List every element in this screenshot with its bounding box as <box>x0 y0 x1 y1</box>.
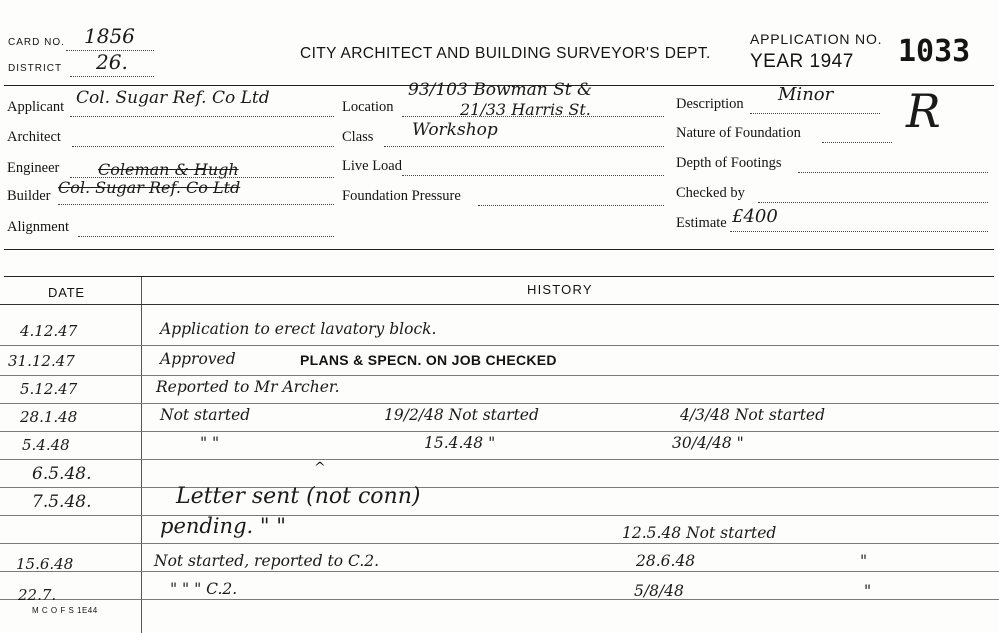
district-label: DISTRICT <box>8 63 63 74</box>
history-entry: Not started, reported to C.2. <box>154 552 380 570</box>
form-code: M C O F S 1E44 <box>32 606 98 615</box>
application-number: 1033 <box>898 34 971 69</box>
district-value: 26. <box>96 50 128 74</box>
description-label: Description <box>676 96 744 112</box>
builder-value: Col. Sugar Ref. Co Ltd <box>58 178 241 197</box>
depth-of-footings-label: Depth of Footings <box>676 155 782 171</box>
history-entry-2: 28.6.48 <box>636 552 696 570</box>
location-value-1: 93/103 Bowman St & <box>408 80 593 100</box>
description-value: Minor <box>778 84 834 105</box>
architect-label: Architect <box>7 129 61 145</box>
history-entry-3: 4/3/48 Not started <box>680 406 826 424</box>
history-date: 4.12.47 <box>20 322 78 340</box>
fields-bottom-rule <box>4 249 994 250</box>
alignment-label: Alignment <box>7 219 70 235</box>
nature-of-foundation-label: Nature of Foundation <box>676 125 801 141</box>
live-load-label: Live Load <box>342 158 402 174</box>
history-entry-2: 19/2/48 Not started <box>384 406 539 424</box>
applicant-label: Applicant <box>7 99 65 115</box>
checked-by-label: Checked by <box>676 185 745 201</box>
foundation-pressure-label: Foundation Pressure <box>342 188 461 204</box>
history-date: 5.4.48 <box>22 436 70 454</box>
builder-label: Builder <box>7 188 51 204</box>
history-entry: Not started <box>160 406 251 424</box>
class-label: Class <box>342 129 374 145</box>
history-date: 6.5.48. <box>32 464 92 484</box>
header-bottom-line <box>0 304 999 305</box>
history-date: 7.5.48. <box>32 492 92 512</box>
year-label: YEAR 1947 <box>750 51 854 72</box>
applicant-value: Col. Sugar Ref. Co Ltd <box>76 88 270 108</box>
printed-stamp: PLANS & SPECN. ON JOB CHECKED <box>300 352 557 368</box>
application-label: APPLICATION NO. <box>750 31 883 47</box>
location-label: Location <box>342 99 394 115</box>
estimate-value: £400 <box>732 206 778 227</box>
estimate-label: Estimate <box>676 215 727 231</box>
history-entry-3: " <box>864 582 872 600</box>
history-entry-2: 5/8/48 <box>634 582 684 600</box>
class-value: Workshop <box>412 120 498 140</box>
history-entry: Application to erect lavatory block. <box>160 320 437 338</box>
history-entry-3: 12.5.48 Not started <box>622 524 777 542</box>
history-entry: " " " C.2. <box>170 580 238 598</box>
history-date: 22.7. <box>18 586 57 604</box>
history-entry: Reported to Mr Archer. <box>156 378 340 396</box>
department-title: CITY ARCHITECT AND BUILDING SURVEYOR'S DEPT. <box>300 45 711 62</box>
history-entry: Approved <box>160 350 236 368</box>
engineer-value: Coleman & Hugh <box>98 160 239 179</box>
history-date: 31.12.47 <box>8 352 75 370</box>
history-entry: ^ <box>314 460 326 476</box>
history-entry-2: 15.4.48 " <box>424 434 496 452</box>
engineer-label: Engineer <box>7 160 60 176</box>
history-top-rule <box>4 276 994 277</box>
date-column-header: DATE <box>48 285 85 300</box>
location-value-2: 21/33 Harris St. <box>460 100 591 119</box>
history-entry: pending. " " <box>160 514 286 538</box>
card-no-value: 1856 <box>84 24 135 48</box>
history-entry-3: " <box>860 552 868 570</box>
history-entry-3: 30/4/48 " <box>672 434 744 452</box>
history-entry: Letter sent (not conn) <box>176 484 421 509</box>
history-date: 15.6.48 <box>16 555 74 573</box>
history-column-header: HISTORY <box>527 282 593 297</box>
history-date: 28.1.48 <box>20 408 78 426</box>
history-date: 5.12.47 <box>20 380 78 398</box>
card-no-label: CARD NO. <box>8 37 65 48</box>
history-entry: " " <box>200 434 220 452</box>
description-mark: R <box>906 84 941 138</box>
